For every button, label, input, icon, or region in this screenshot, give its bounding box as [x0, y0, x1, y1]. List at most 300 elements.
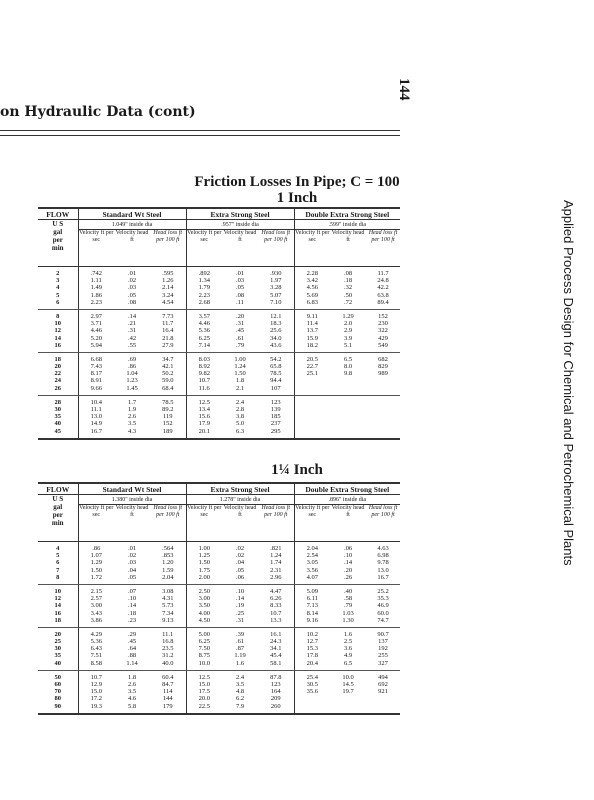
table-cell: 94.4 — [270, 377, 282, 385]
table-cell: 295 — [270, 427, 281, 435]
table-cell: 7.51 — [90, 652, 102, 660]
table-cell: 139 — [270, 406, 281, 413]
data-column — [258, 584, 294, 627]
table-cell: 1.34 — [198, 277, 210, 285]
table-cell: 25.2 — [377, 587, 389, 595]
data-column — [186, 352, 222, 395]
table-cell: 84.7 — [162, 681, 174, 688]
table-cell: 4.56 — [306, 284, 318, 292]
table-cell: 3.56 — [306, 566, 318, 574]
table-row-group — [38, 395, 400, 438]
table-cell: 2.04 — [162, 573, 174, 581]
data-column — [150, 395, 186, 438]
table-cell: .72 — [343, 298, 353, 306]
table-cell: 9.16 — [306, 616, 318, 624]
table-cell: .08 — [343, 270, 353, 277]
table-cell — [366, 377, 400, 384]
table-cell: 65.8 — [270, 363, 282, 371]
table-row-group — [38, 670, 400, 713]
group-header: Standard Wt Steel — [78, 208, 186, 220]
table-cell: 17.5 — [198, 688, 210, 696]
column-header: Velocity head ft — [114, 505, 150, 542]
table-cell: 1.07 — [90, 552, 102, 560]
table-cell: .88 — [127, 652, 137, 660]
table-cell: 2.68 — [198, 298, 210, 306]
data-column — [150, 542, 186, 585]
table-cell: 12.1 — [270, 312, 282, 320]
flow-values — [38, 670, 78, 713]
table-cell: 1.11 — [90, 277, 102, 285]
table-cell: 60.4 — [162, 673, 174, 681]
data-column — [366, 267, 400, 310]
table-cell: 114 — [162, 688, 173, 696]
table-cell: 68.4 — [162, 384, 174, 392]
data-column — [330, 542, 366, 585]
table-cell: 6.3 — [235, 427, 245, 435]
table-cell: 1.75 — [198, 566, 210, 574]
flow-values — [38, 627, 78, 670]
column-header: Velocity head ft — [330, 505, 366, 542]
table-cell: 14.5 — [342, 681, 354, 688]
table-cell: 23.5 — [162, 645, 174, 653]
table-cell: .64 — [127, 645, 137, 653]
table-cell: 6.25 — [198, 638, 210, 646]
table-cell: 1.74 — [270, 559, 282, 567]
flow-unit-line: min — [51, 519, 64, 527]
table-cell: 8.03 — [198, 355, 210, 363]
table-cell: 2.57 — [90, 595, 102, 603]
table-cell: 9.8 — [343, 370, 353, 378]
data-column — [222, 267, 258, 310]
table-cell: 78.5 — [162, 398, 174, 406]
table-cell: 16.7 — [90, 427, 102, 435]
table-cell: 9.66 — [90, 384, 102, 392]
flow-value: 12 — [54, 595, 61, 603]
table-cell: .03 — [127, 284, 137, 292]
table-cell: .14 — [127, 312, 137, 320]
table-cell: 4.54 — [162, 298, 174, 306]
table-cell: 6.68 — [90, 355, 102, 363]
data-column — [294, 267, 330, 310]
flow-header: FLOW — [38, 208, 78, 220]
flow-value: 50 — [54, 673, 61, 681]
table-cell: .20 — [235, 312, 245, 320]
table-cell: 1.04 — [126, 370, 138, 378]
flow-unit-line: gal — [53, 228, 63, 236]
flow-unit-line: per — [52, 511, 63, 519]
flow-value: 25 — [54, 638, 61, 646]
table-row-group — [38, 352, 400, 395]
table-cell: .39 — [235, 630, 245, 638]
table-cell: 2.6 — [127, 413, 137, 421]
table-cell: .31 — [235, 616, 245, 624]
table-cell: 54.2 — [270, 355, 282, 363]
data-column — [114, 395, 150, 438]
data-column — [366, 309, 400, 352]
table-cell: 2.50 — [198, 587, 210, 595]
table-cell: .02 — [235, 552, 245, 560]
flow-values — [38, 395, 78, 438]
flow-unit-line: U S — [52, 220, 64, 228]
data-column — [294, 309, 330, 352]
inside-dia: .599" inside dia — [294, 220, 400, 230]
table-cell: 7.73 — [162, 312, 174, 320]
table-cell: 19.3 — [90, 702, 102, 710]
table-cell — [330, 406, 366, 413]
column-header: Head loss ft per 100 ft — [150, 230, 186, 267]
flow-value: 2 — [56, 270, 60, 277]
table-cell: 1.9 — [127, 406, 137, 413]
data-column — [258, 627, 294, 670]
book-title: Applied Process Design for Chemical and Petrochemical Plants — [561, 200, 576, 566]
table-cell: .45 — [127, 638, 137, 646]
table-cell: 16.4 — [162, 327, 174, 335]
table-cell: .50 — [343, 291, 353, 299]
flow-value: 80 — [54, 695, 61, 703]
inside-dia: .896" inside dia — [294, 495, 400, 505]
table-cell: 20.1 — [198, 427, 210, 435]
table-cell: 2.04 — [306, 545, 318, 552]
flow-value: 10 — [54, 320, 61, 328]
table-cell: 34.7 — [162, 355, 174, 363]
flow-value: 20 — [54, 630, 61, 638]
data-column — [294, 395, 330, 438]
table-cell: 429 — [378, 334, 388, 342]
flow-unit-line: per — [52, 236, 63, 244]
table-cell: 1.50 — [234, 370, 246, 378]
data-column — [258, 395, 294, 438]
table-cell: 682 — [378, 355, 388, 363]
data-column — [150, 352, 186, 395]
table-cell: .55 — [127, 341, 137, 349]
table-cell: .14 — [235, 595, 245, 603]
column-header: Velocity ft per sec — [78, 505, 114, 542]
table-cell — [330, 399, 366, 406]
table-cell — [366, 413, 400, 420]
table-cell — [295, 695, 331, 702]
table-cell: 189 — [162, 427, 173, 435]
table-cell: 1.86 — [90, 291, 102, 299]
table-cell: 4.63 — [377, 545, 389, 552]
column-header: Velocity ft per sec — [186, 505, 222, 542]
table-cell: 15.9 — [306, 334, 318, 342]
table-row-group — [38, 627, 400, 670]
data-column — [150, 309, 186, 352]
data-column — [258, 542, 294, 585]
data-column — [294, 670, 330, 713]
table-cell: 1.26 — [162, 277, 174, 285]
table-cell: 3.57 — [198, 312, 210, 320]
table-cell: 12.9 — [90, 681, 102, 688]
flow-value: 18 — [54, 355, 61, 363]
table-cell: .21 — [127, 320, 137, 328]
table-cell: 6.5 — [343, 659, 353, 667]
table-cell: 20.4 — [306, 659, 318, 667]
table-cell: 6.98 — [377, 552, 389, 560]
data-column — [366, 584, 400, 627]
table-row-group — [38, 267, 400, 310]
table-cell: 3.05 — [306, 559, 318, 567]
inside-dia: 1.278" inside dia — [186, 495, 294, 505]
table-cell: 260 — [270, 702, 281, 710]
table-cell: 2.5 — [343, 638, 353, 646]
column-header: Head loss ft per 100 ft — [366, 230, 400, 267]
data-column — [222, 627, 258, 670]
data-column — [186, 670, 222, 713]
column-header: Head loss ft per 100 ft — [150, 505, 186, 542]
table-cell: 2.4 — [235, 398, 245, 406]
table-cell: .14 — [127, 602, 137, 610]
table-cell: 7.14 — [198, 341, 210, 349]
table-cell: 35.6 — [306, 688, 318, 696]
flow-unit-line: U S — [52, 495, 64, 503]
data-column — [330, 584, 366, 627]
table-cell: .58 — [343, 595, 353, 603]
flow-value: 4 — [56, 284, 60, 292]
table-cell: 1.8 — [127, 673, 137, 681]
table-cell: 25.4 — [306, 673, 318, 681]
table-cell: .31 — [235, 320, 245, 328]
table-cell: 2.31 — [270, 566, 282, 574]
table-cell: 9.11 — [306, 312, 318, 320]
table-cell — [295, 377, 331, 384]
table-cell — [330, 413, 366, 420]
table-cell: 8.91 — [90, 377, 102, 385]
table-cell — [366, 428, 400, 435]
data-column — [222, 542, 258, 585]
table-cell: 15.0 — [198, 681, 210, 688]
table-cell: 15.0 — [90, 688, 102, 696]
table-cell: 13.7 — [306, 327, 318, 335]
table-cell: 5.0 — [235, 420, 245, 428]
table-cell: 63.8 — [377, 291, 389, 299]
table-cell: 2.0 — [343, 320, 353, 328]
table-cell: 17.2 — [90, 695, 102, 703]
table-cell: 829 — [378, 363, 388, 371]
table-cell: 78.5 — [270, 370, 282, 378]
table-cell: 1.50 — [90, 566, 102, 574]
table-cell: .23 — [127, 616, 137, 624]
table-cell: 42.2 — [377, 284, 389, 292]
table-1-25-inch — [38, 482, 400, 715]
table-cell: .564 — [162, 545, 174, 552]
column-header: Head loss ft per 100 ft — [366, 505, 400, 542]
table-cell: 2.97 — [90, 312, 102, 320]
table-cell: 87.8 — [270, 673, 282, 681]
table-cell — [330, 385, 366, 392]
table-cell: .01 — [127, 545, 137, 552]
table-cell: 46.9 — [377, 602, 389, 610]
table-cell: 164 — [270, 688, 281, 696]
table-cell: 152 — [162, 420, 173, 428]
table-cell: 2.23 — [90, 298, 102, 306]
column-header: Velocity ft per sec — [294, 505, 330, 542]
table-cell: 24.3 — [270, 638, 282, 646]
table-cell: 1.72 — [90, 573, 102, 581]
flow-value: 10 — [54, 587, 61, 595]
table-cell: 8.0 — [343, 363, 353, 371]
table-cell: 4.50 — [198, 616, 210, 624]
table-cell: 3.24 — [162, 291, 174, 299]
group-header: Standard Wt Steel — [78, 483, 186, 495]
flow-value: 5 — [56, 552, 60, 560]
flow-value: 35 — [54, 413, 61, 421]
table-cell: 3.00 — [90, 602, 102, 610]
flow-value: 18 — [54, 616, 61, 624]
table-cell: 11.1 — [90, 406, 102, 413]
page-title — [0, 174, 594, 190]
table-cell: 15.6 — [198, 413, 210, 421]
table-cell — [330, 420, 366, 427]
table-cell: 123 — [270, 398, 281, 406]
table-cell: 152 — [378, 312, 388, 320]
table-cell: 5.07 — [270, 291, 282, 299]
table-cell — [366, 695, 400, 702]
table-cell: 17.8 — [306, 652, 318, 660]
table-cell: 2.28 — [306, 270, 318, 277]
table-cell: 4.29 — [90, 630, 102, 638]
data-column — [114, 309, 150, 352]
table-cell: .31 — [127, 327, 137, 335]
table-cell: .29 — [127, 630, 137, 638]
inside-dia: 1.380" inside dia — [78, 495, 186, 505]
table-cell: 6.25 — [198, 334, 210, 342]
flow-value: 4 — [56, 545, 60, 552]
table-cell: 12.5 — [198, 398, 210, 406]
table-cell: 10.0 — [198, 659, 210, 667]
data-column — [150, 267, 186, 310]
table-cell: 549 — [378, 341, 388, 349]
data-column — [78, 395, 114, 438]
table-cell: 10.7 — [90, 673, 102, 681]
table-cell: .26 — [343, 573, 353, 581]
table-cell: .05 — [127, 573, 137, 581]
data-column — [366, 670, 400, 713]
table-cell: .69 — [127, 355, 137, 363]
friction-table — [38, 482, 400, 715]
flow-value: 30 — [54, 645, 61, 653]
flow-value: 5 — [56, 291, 60, 299]
table-cell: 5.09 — [306, 587, 318, 595]
header-rule — [0, 130, 400, 131]
data-column — [186, 309, 222, 352]
table-cell: 1.20 — [162, 559, 174, 567]
table-cell: 7.13 — [306, 602, 318, 610]
flow-value: 22 — [54, 370, 61, 378]
table-cell — [295, 399, 331, 406]
table-cell: .03 — [127, 559, 137, 567]
data-column — [78, 627, 114, 670]
table-row-group — [38, 584, 400, 627]
table-cell: .32 — [343, 284, 353, 292]
flow-value: 20 — [54, 363, 61, 371]
table-cell: .930 — [270, 270, 282, 277]
table-cell: 25.6 — [270, 327, 282, 335]
table-cell: 10.0 — [342, 673, 354, 681]
table-cell: 3.08 — [162, 587, 174, 595]
table-cell: 137 — [378, 638, 388, 646]
flow-values — [38, 352, 78, 395]
table-cell: 1.49 — [90, 284, 102, 292]
table-cell: 144 — [162, 695, 173, 703]
group-header: Double Extra Strong Steel — [294, 483, 400, 495]
data-column — [222, 584, 258, 627]
table-cell: 40.0 — [162, 659, 174, 667]
table-cell: 1.97 — [270, 277, 282, 285]
data-column — [114, 584, 150, 627]
table-cell: 1.24 — [234, 363, 246, 371]
table-cell: 12.7 — [306, 638, 318, 646]
data-column — [366, 395, 400, 438]
table-cell: 13.4 — [198, 406, 210, 413]
table-cell: 4.00 — [198, 609, 210, 617]
table-cell: .742 — [90, 270, 102, 277]
data-column — [330, 627, 366, 670]
table-cell: .61 — [235, 638, 245, 646]
table-cell: .11 — [236, 298, 244, 306]
flow-value: 40 — [54, 659, 61, 667]
table-cell: .821 — [270, 545, 282, 552]
table-cell: 8.92 — [198, 363, 210, 371]
flow-value: 16 — [54, 341, 61, 349]
flow-value: 90 — [54, 702, 61, 710]
table-cell: 2.96 — [270, 573, 282, 581]
table-cell: .05 — [127, 291, 137, 299]
table-cell: 16.1 — [270, 630, 282, 638]
table-cell: 7.9 — [235, 702, 245, 710]
table-cell: 34.1 — [270, 645, 282, 653]
table-cell: 8.75 — [198, 652, 210, 660]
table-cell: .08 — [127, 298, 137, 306]
flow-values — [38, 309, 78, 352]
table-cell: 5.73 — [162, 602, 174, 610]
table-cell: 3.5 — [235, 681, 245, 688]
table-cell: 11.1 — [162, 630, 174, 638]
table-cell: 58.1 — [270, 659, 282, 667]
group-header: Extra Strong Steel — [186, 208, 294, 220]
column-header: Velocity head ft — [330, 230, 366, 267]
data-column — [294, 584, 330, 627]
table-cell: 22.5 — [198, 702, 210, 710]
column-header: Velocity ft per sec — [186, 230, 222, 267]
table-cell — [295, 413, 331, 420]
table-cell: 2.6 — [127, 681, 137, 688]
table-cell: .79 — [235, 341, 245, 349]
group-header: Double Extra Strong Steel — [294, 208, 400, 220]
data-column — [150, 627, 186, 670]
table-cell: 16.7 — [377, 573, 389, 581]
table-cell: 123 — [270, 681, 281, 688]
table-cell: 2.4 — [235, 673, 245, 681]
table-cell: 5.94 — [90, 341, 102, 349]
data-column — [294, 627, 330, 670]
flow-value: 6 — [56, 298, 60, 306]
table-cell: 14.9 — [90, 420, 102, 428]
table-cell: 4.8 — [235, 688, 245, 696]
table-cell: .03 — [235, 277, 245, 285]
table-cell: 5.00 — [198, 630, 210, 638]
table-cell: 1.45 — [126, 384, 138, 392]
table-cell: 4.46 — [198, 320, 210, 328]
table-cell: 1.29 — [342, 312, 354, 320]
table-cell: 1.79 — [198, 284, 210, 292]
table-cell: 2.00 — [198, 573, 210, 581]
table-cell: 5.36 — [90, 638, 102, 646]
table-cell — [295, 420, 331, 427]
flow-value: 45 — [54, 427, 61, 435]
table-cell: 1.29 — [90, 559, 102, 567]
table-cell: 327 — [378, 659, 388, 667]
